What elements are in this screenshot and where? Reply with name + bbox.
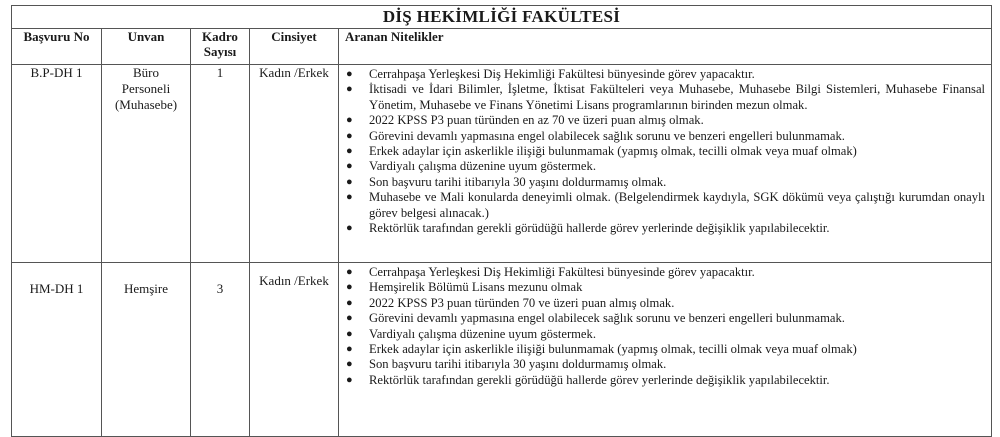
- qualification-item: [339, 82, 985, 113]
- bullet-icon: ●: [346, 83, 353, 96]
- header-row: [12, 29, 992, 65]
- bullet-icon: ●: [346, 114, 353, 127]
- bullet-icon: ●: [346, 145, 353, 158]
- qualification-text: Hemşirelik Bölümü Lisans mezunu olmak: [369, 280, 583, 295]
- qualification-item: [339, 265, 985, 280]
- qualification-item: [339, 327, 985, 342]
- qualification-text: 2022 KPSS P3 puan türünden 70 ve üzeri puan almış olmak.: [369, 295, 675, 310]
- qualification-text: Vardiyalı çalışma düzenine uyum göstermek.: [369, 326, 596, 341]
- unvan-line: (Muhasebe): [114, 97, 178, 112]
- bullet-icon: ●: [346, 296, 353, 309]
- qualification-item: [339, 342, 985, 357]
- qualification-item: [339, 296, 985, 311]
- qualification-text: Muhasebe ve Mali konularda deneyimli olmak. (Belgelendirmek kaydıyla, SGK dökümü veya çalıştığı kurumdan onaylı görev belgesi alınacak.): [369, 190, 986, 220]
- qualification-item: [339, 373, 985, 388]
- qualification-text: İktisadi ve İdari Bilimler, İşletme, İktisat Fakülteleri veya Muhasebe, Muhasebe Bilgi Sistemleri, Muhasebe Finansal Yönetim, Muhasebe ve Finans Yönetimi Lisans programlarının birinden mezun olmak.: [369, 82, 986, 112]
- qualification-text: Vardiyalı çalışma düzenine uyum göstermek.: [369, 159, 596, 174]
- faculty-title: DİŞ HEKİMLİĞİ FAKÜLTESİ: [12, 6, 992, 29]
- qualification-item: [339, 129, 985, 144]
- unvan-line: Büro: [133, 65, 159, 80]
- qualification-text: Görevini devamlı yapmasına engel olabilecek sağlık sorunu ve benzeri engelleri bulunmamak.: [369, 311, 845, 326]
- nitelikler-cell: [339, 263, 992, 437]
- bullet-icon: ●: [346, 358, 353, 371]
- bullet-icon: ●: [346, 327, 353, 340]
- qualifications-list: [339, 65, 991, 236]
- basvuru-no-cell: HM-DH 1: [12, 263, 102, 437]
- basvuru-no-cell: B.P-DH 1: [12, 65, 102, 263]
- kadro-sayisi-cell: 1: [191, 65, 250, 263]
- qualification-item: [339, 175, 985, 190]
- cinsiyet-cell: Kadın /Erkek: [250, 263, 339, 437]
- bullet-icon: ●: [346, 175, 353, 188]
- bullet-icon: ●: [346, 373, 353, 386]
- qualification-text: Cerrahpaşa Yerleşkesi Diş Hekimliği Fakültesi bünyesinde görev yapacaktır.: [369, 67, 755, 81]
- qualification-text: Son başvuru tarihi itibarıyla 30 yaşını doldurmamış olmak.: [369, 174, 667, 189]
- qualification-item: [339, 67, 985, 82]
- bullet-icon: ●: [346, 222, 353, 235]
- qualification-text: Son başvuru tarihi itibarıyla 30 yaşını doldurmamış olmak.: [369, 357, 667, 372]
- qualification-item: [339, 357, 985, 372]
- positions-table: [11, 5, 992, 437]
- qualification-item: [339, 113, 985, 128]
- header-basvuru-no: Başvuru No: [12, 29, 102, 65]
- bullet-icon: ●: [346, 281, 353, 294]
- qualification-text: Rektörlük tarafından gerekli görüdüğü hallerde görev yerlerinde değişiklik yapılabilecektir.: [369, 221, 830, 236]
- cinsiyet-cell: Kadın /Erkek: [250, 65, 339, 263]
- bullet-icon: ●: [346, 160, 353, 173]
- bullet-icon: ●: [346, 68, 353, 80]
- unvan-cell: [102, 263, 191, 437]
- qualification-item: [339, 311, 985, 326]
- header-kadro-line1: Kadro: [202, 29, 238, 44]
- qualification-item: [339, 190, 985, 221]
- table-row: [12, 65, 992, 263]
- unvan-line: Hemşire: [123, 281, 169, 296]
- header-kadro-line2: Sayısı: [203, 44, 237, 59]
- qualification-text: Erkek adaylar için askerlikle ilişiği bulunmamak (yapmış olmak, tecilli olmak veya muaf olmak): [369, 144, 857, 159]
- qualification-text: 2022 KPSS P3 puan türünden en az 70 ve üzeri puan almış olmak.: [369, 113, 704, 128]
- qualification-text: Cerrahpaşa Yerleşkesi Diş Hekimliği Fakültesi bünyesinde görev yapacaktır.: [369, 265, 755, 279]
- header-cinsiyet: Cinsiyet: [250, 29, 339, 65]
- kadro-sayisi-cell: 3: [191, 263, 250, 437]
- qualification-item: [339, 221, 985, 236]
- nitelikler-cell: [339, 65, 992, 263]
- qualification-item: [339, 144, 985, 159]
- qualification-item: [339, 159, 985, 174]
- unvan-line: Personeli: [121, 81, 171, 96]
- header-aranan-nitelikler: Aranan Nitelikler: [339, 29, 992, 65]
- bullet-icon: ●: [346, 312, 353, 325]
- qualification-item: [339, 280, 985, 295]
- qualifications-list: [339, 263, 991, 388]
- qualification-text: Görevini devamlı yapmasına engel olabilecek sağlık sorunu ve benzeri engelleri bulunmamak.: [369, 128, 845, 143]
- bullet-icon: ●: [346, 191, 353, 204]
- header-unvan: Unvan: [102, 29, 191, 65]
- title-row: [12, 6, 992, 29]
- bullet-icon: ●: [346, 266, 353, 278]
- qualification-text: Erkek adaylar için askerlikle ilişiği bulunmamak (yapmış olmak, tecilli olmak veya muaf olmak): [369, 342, 857, 357]
- bullet-icon: ●: [346, 343, 353, 356]
- header-kadro-sayisi: [191, 29, 250, 65]
- table-row: [12, 263, 992, 437]
- unvan-cell: [102, 65, 191, 263]
- bullet-icon: ●: [346, 129, 353, 142]
- qualification-text: Rektörlük tarafından gerekli görüdüğü hallerde görev yerlerinde değişiklik yapılabilecektir.: [369, 372, 830, 387]
